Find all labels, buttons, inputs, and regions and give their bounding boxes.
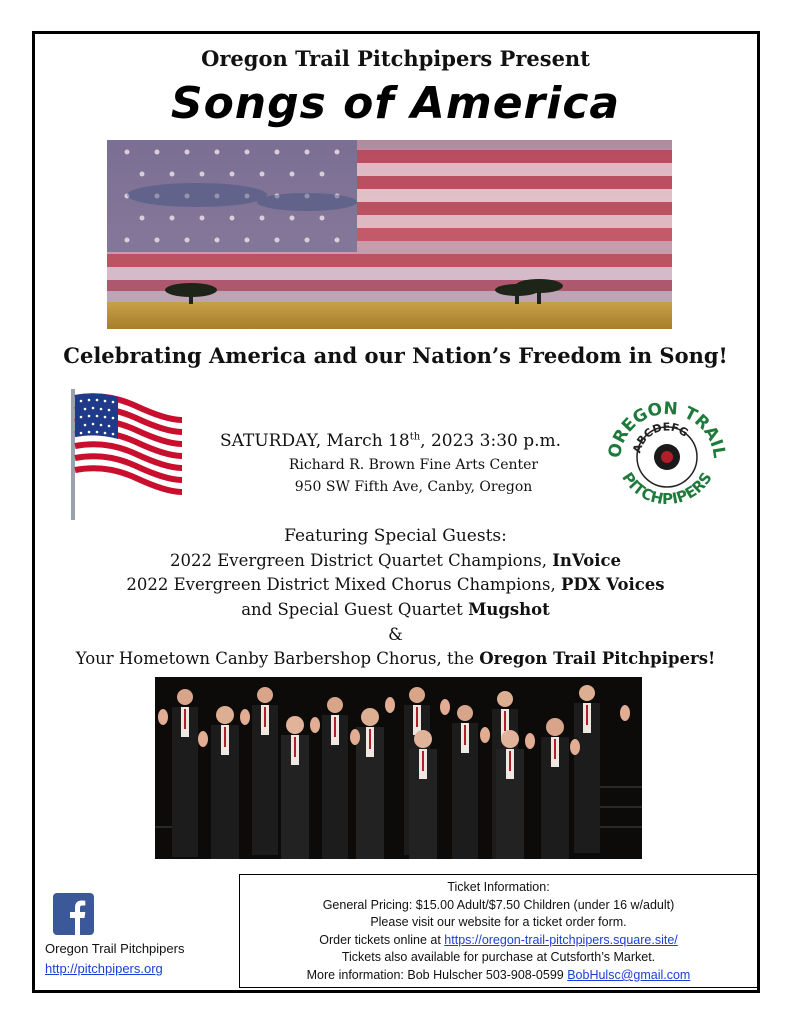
tagline: Celebrating America and our Nation’s Freedom in Song! <box>63 343 728 368</box>
ampersand: & <box>388 625 403 644</box>
guest-mugshot: and Special Guest Quartet Mugshot <box>241 600 550 619</box>
american-flag-image <box>66 387 186 522</box>
venue-name: Richard R. Brown Fine Arts Center <box>288 457 539 473</box>
ticket-more-info: More information: Bob Hulscher 503-908-0599 BobHulsc@gmail.com <box>306 967 691 982</box>
order-tickets-link[interactable]: https://oregon-trail-pitchpipers.square.site/ <box>444 932 678 947</box>
host-chorus: Your Hometown Canby Barbershop Chorus, the Oregon Trail Pitchpipers! <box>75 649 716 668</box>
facebook-page-name: Oregon Trail Pitchpipers <box>45 941 185 956</box>
ticket-pricing: General Pricing: $15.00 Adult/$7.50 Children (under 16 w/adult) <box>322 897 675 912</box>
ticket-information-box <box>239 874 758 988</box>
contact-email-link[interactable]: BobHulsc@gmail.com <box>567 967 691 982</box>
event-date-time: SATURDAY, March 18th, 2023 3:30 p.m. <box>220 431 562 451</box>
guest-pdx-voices: 2022 Evergreen District Mixed Chorus Champions, PDX Voices <box>126 575 665 594</box>
flag-landscape-banner <box>107 140 672 329</box>
presents-heading: Oregon Trail Pitchpipers Present <box>201 46 590 71</box>
event-title: Songs of America <box>170 78 621 129</box>
ticket-website-note: Please visit our website for a ticket order form. <box>370 915 627 930</box>
pitchpipers-logo <box>606 401 728 511</box>
ticket-heading: Ticket Information: <box>447 880 550 894</box>
featuring-heading: Featuring Special Guests: <box>284 526 507 546</box>
ticket-order-line: Order tickets online at https://oregon-trail-pitchpipers.square.site/ <box>319 932 678 947</box>
venue-address: 950 SW Fifth Ave, Canby, Oregon <box>294 479 533 495</box>
logo-inner-letters: ABCDEFG <box>630 420 691 455</box>
guest-invoice: 2022 Evergreen District Quartet Champions, InVoice <box>169 551 622 570</box>
facebook-icon[interactable] <box>53 893 94 935</box>
ticket-cutsforth-note: Tickets also available for purchase at Cutsforth’s Market. <box>341 950 656 965</box>
website-link[interactable]: http://pitchpipers.org <box>45 961 163 976</box>
logo-ring-top: OREGON TRAIL <box>606 401 728 460</box>
logo-ring-bottom: PITCHPIPERS <box>618 469 716 509</box>
chorus-photo <box>155 677 642 859</box>
